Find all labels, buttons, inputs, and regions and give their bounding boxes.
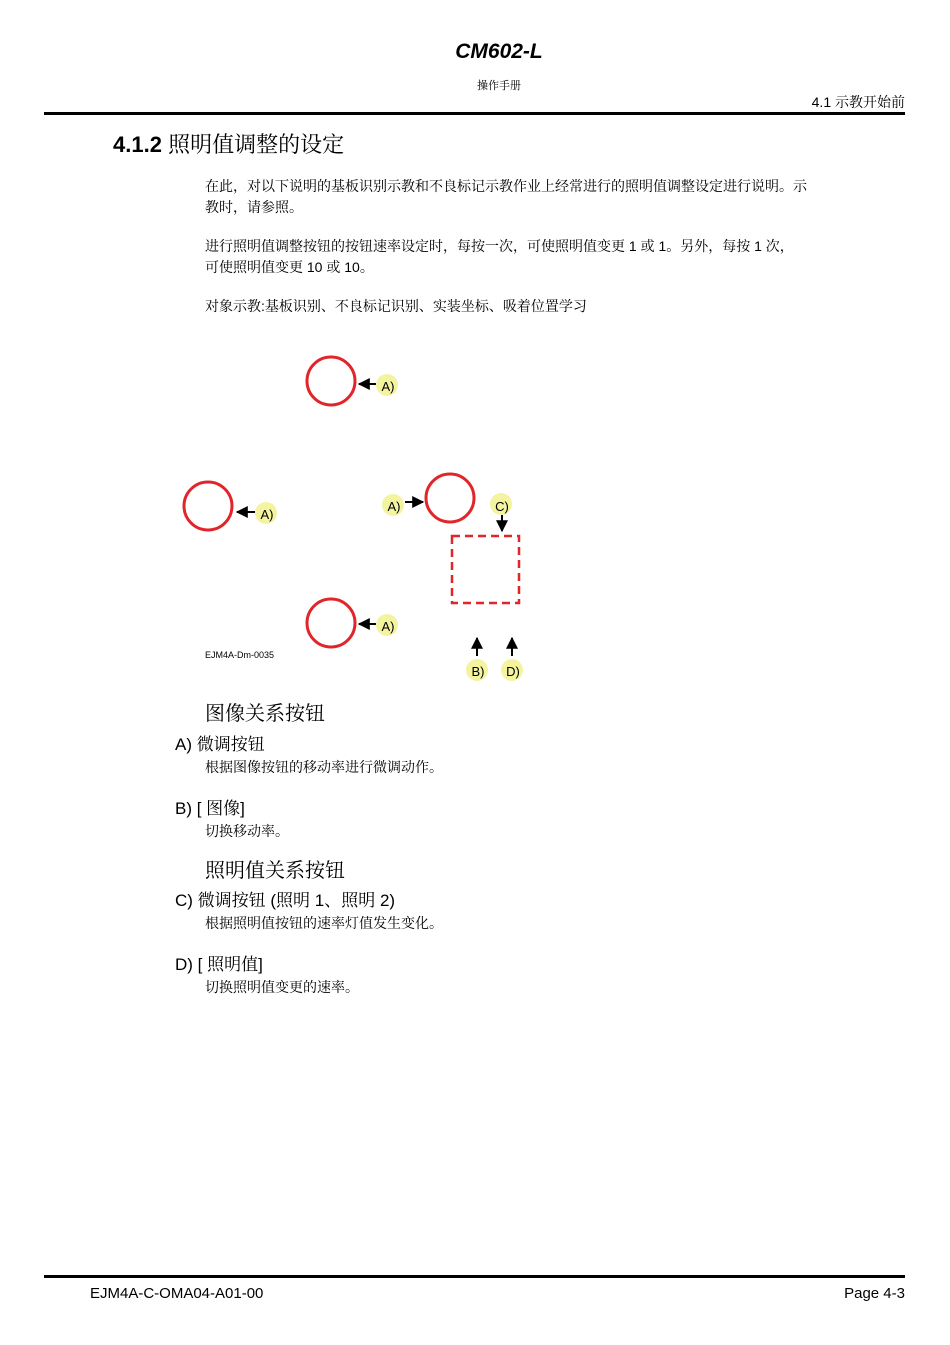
target-line: 对象示教:基板识别、不良标记识别、实装坐标、吸着位置学习 — [205, 298, 587, 314]
document-id: EJM4A-C-OMA04-A01-00 — [90, 1285, 264, 1302]
item-c-desc: 根据照明值按钮的速率灯值发生变化。 — [205, 915, 443, 931]
fine-adjust-left-group — [184, 482, 277, 530]
rate-line-1: 进行照明值调整按钮的按钮速率设定时，每按一次，可使照明值变更 1 或 1。另外，每按 1 次， — [205, 238, 794, 254]
rate-buttons-group — [466, 638, 523, 681]
item-a-label: A) 微调按钮 — [175, 735, 265, 754]
manual-subtitle: 操作手册 — [477, 80, 521, 92]
item-b-label: B) [ 图像] — [175, 799, 245, 818]
circle-button-right — [426, 474, 474, 522]
circle-button-left — [184, 482, 232, 530]
intro-line-1: 在此，对以下说明的基板识别示教和不良标记示教作业上经常进行的照明值调整设定进行说明。示 — [205, 178, 807, 194]
light-adjust-group — [452, 493, 519, 603]
fine-adjust-down-group — [307, 599, 398, 647]
fine-adjust-right-group — [382, 474, 474, 522]
item-d-label: D) [ 照明值] — [175, 955, 263, 974]
label-d: D) — [506, 664, 520, 679]
page-number: Page 4-3 — [844, 1285, 905, 1302]
item-a-desc: 根据图像按钮的移动率进行微调动作。 — [205, 759, 443, 775]
item-c-label: C) 微调按钮 (照明 1、照明 2) — [175, 891, 396, 910]
image-buttons-heading: 图像关系按钮 — [205, 703, 325, 725]
rate-line-2: 可使照明值变更 10 或 10。 — [205, 259, 374, 275]
label-a-left: A) — [260, 507, 274, 522]
label-b: B) — [471, 664, 485, 679]
light-buttons-heading: 照明值关系按钮 — [205, 860, 345, 882]
fine-adjust-up-group — [307, 357, 398, 405]
section-number: 4.1.2 — [113, 132, 162, 157]
label-c: C) — [495, 499, 509, 514]
product-title: CM602-L — [455, 40, 543, 63]
item-d-desc: 切换照明值变更的速率。 — [205, 979, 359, 995]
figure-code: EJM4A-Dm-0035 — [205, 650, 275, 660]
footer-rule — [44, 1275, 905, 1278]
dashed-button-area — [452, 536, 519, 603]
label-a-top: A) — [381, 379, 395, 394]
section-title: 照明值调整的设定 — [168, 132, 345, 157]
label-a-bottom: A) — [381, 619, 395, 634]
section-reference: 4.1 示教开始前 — [811, 94, 905, 110]
circle-button-up — [307, 357, 355, 405]
circle-button-down — [307, 599, 355, 647]
label-a-right: A) — [387, 499, 401, 514]
intro-line-2: 教时，请参照。 — [205, 199, 303, 215]
item-b-desc: 切换移动率。 — [205, 823, 289, 839]
